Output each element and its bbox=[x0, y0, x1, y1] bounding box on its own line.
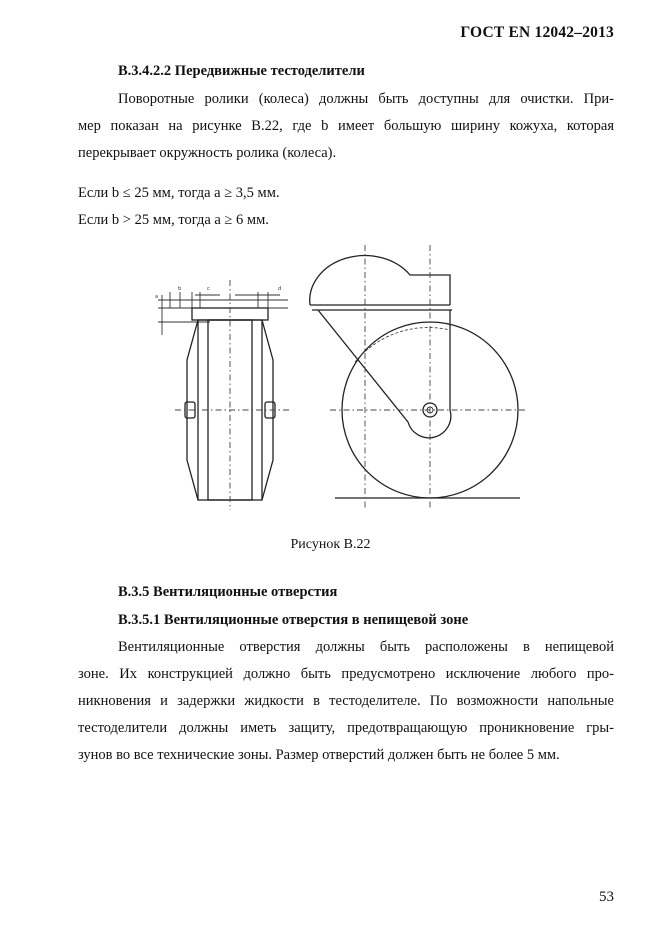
paragraph-casters bbox=[78, 86, 614, 167]
dim-label-a: a bbox=[155, 294, 159, 300]
figure-caption: Рисунок B.22 bbox=[290, 537, 371, 552]
dim-label-b: b bbox=[178, 286, 182, 292]
paragraph-ventilation bbox=[78, 634, 614, 769]
caster-side-view bbox=[310, 245, 525, 510]
dim-label-c: c bbox=[207, 286, 210, 292]
paragraph-line: Вентиляционные отверстия должны быть расположены в непищевой bbox=[118, 639, 614, 655]
condition-line-2: Если b > 25 мм, тогда a ≥ 6 мм. bbox=[78, 212, 269, 228]
paragraph-line: Поворотные ролики (колеса) должны быть доступны для очистки. При- bbox=[118, 91, 614, 107]
dim-label-d: d bbox=[278, 286, 282, 292]
page-number: 53 bbox=[599, 889, 614, 905]
paragraph-line: мер показан на рисунке B.22, где b имеет большую ширину кожуха, которая bbox=[78, 118, 614, 134]
paragraph-line: зунов во все технические зоны. Размер отверстий должен быть не более 5 мм. bbox=[78, 747, 560, 763]
caster-front-view bbox=[155, 280, 290, 510]
paragraph-line: тестоделители должны иметь защиту, предотвращающую проникновение гры- bbox=[78, 720, 614, 736]
section-heading-b35: B.3.5 Вентиляционные отверстия bbox=[118, 584, 338, 600]
section-heading-b351: B.3.5.1 Вентиляционные отверстия в непищевой зоне bbox=[118, 612, 469, 628]
paragraph-line: зоне. Их конструкцией должно быть предусмотрено исключение любого про- bbox=[78, 666, 614, 682]
section-heading-b3422: B.3.4.2.2 Передвижные тестоделители bbox=[118, 63, 365, 79]
condition-line-1: Если b ≤ 25 мм, тогда a ≥ 3,5 мм. bbox=[78, 185, 280, 201]
caster-wheel-figure bbox=[140, 240, 540, 515]
paragraph-line: перекрывает окружность ролика (колеса). bbox=[78, 145, 337, 161]
paragraph-line: никновения и задержки жидкости в тестоделителе. По возможности напольные bbox=[78, 693, 614, 709]
document-header: ГОСТ EN 12042–2013 bbox=[460, 24, 614, 41]
